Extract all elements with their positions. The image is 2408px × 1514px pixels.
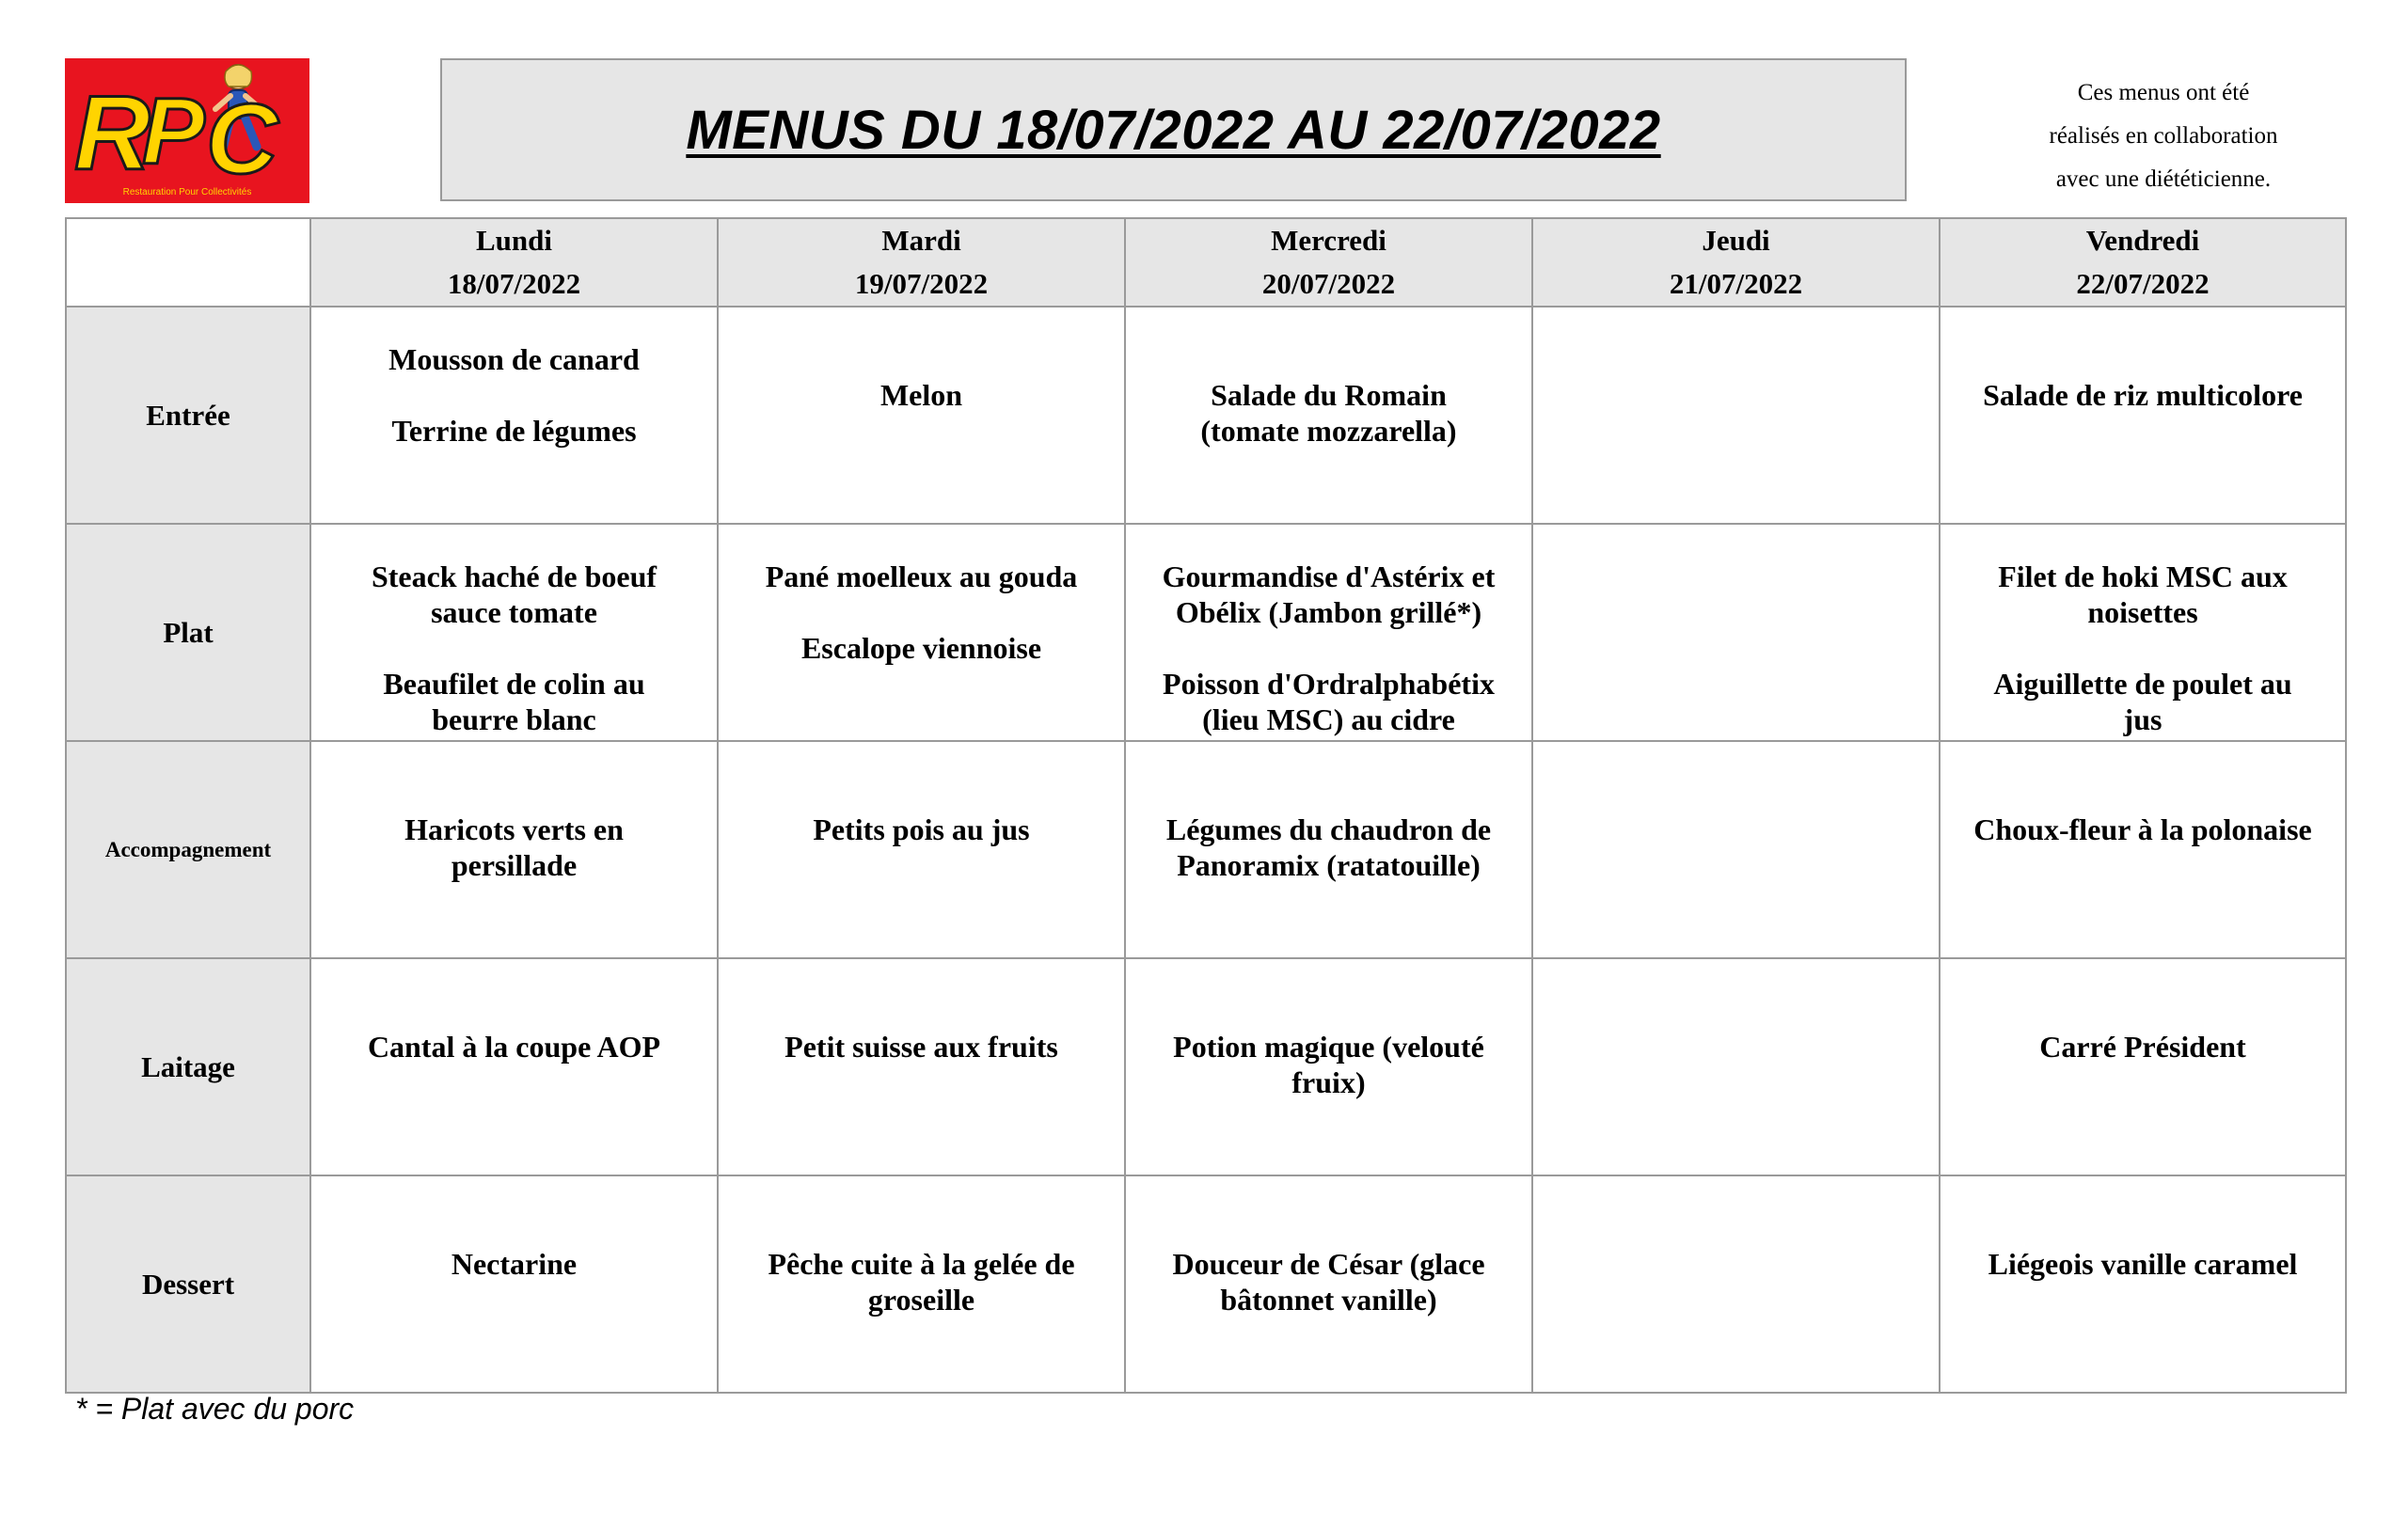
menu-cell — [310, 524, 718, 741]
menu-cell — [310, 741, 718, 958]
day-header-mercredi — [1125, 218, 1532, 307]
page-title: MENUS DU 18/07/2022 AU 22/07/2022 — [686, 99, 1661, 161]
dish: Douceur de César (glace bâtonnet vanille) — [1172, 1247, 1485, 1317]
dish: Filet de hoki MSC aux noisettes — [1998, 560, 2288, 629]
collaboration-line: réalisés en collaboration — [2049, 123, 2278, 149]
dish: Haricots verts en persillade — [404, 812, 624, 882]
day-date: 20/07/2022 — [1261, 267, 1396, 300]
menu-cell — [1125, 524, 1532, 741]
logo-letters — [74, 74, 279, 195]
dish: Légumes du chaudron de Panoramix (ratatouille) — [1165, 812, 1492, 882]
day-header-lundi — [310, 218, 718, 307]
day-header-jeudi — [1532, 218, 1940, 307]
day-date: 21/07/2022 — [1669, 267, 1803, 300]
dish: Gourmandise d'Astérix et Obélix (Jambon grillé*) — [1162, 560, 1496, 629]
menu-cell — [1940, 958, 2346, 1175]
menu-cell — [718, 524, 1125, 741]
menu-cell — [1940, 307, 2346, 524]
menu-cell — [310, 1175, 718, 1393]
menu-cell — [718, 741, 1125, 958]
day-date: 19/07/2022 — [854, 267, 989, 300]
menu-row-dessert — [66, 1175, 2346, 1393]
menu-cell — [1125, 741, 1532, 958]
dish: Petits pois au jus — [813, 812, 1030, 846]
dish: Beaufilet de colin au beurre blanc — [383, 667, 645, 736]
menu-cell-empty — [1532, 524, 1940, 741]
menu-cell — [1940, 741, 2346, 958]
day-date: 18/07/2022 — [447, 267, 581, 300]
dish: Escalope viennoise — [800, 631, 1042, 665]
row-label: Plat — [66, 524, 310, 741]
title-box — [440, 58, 1907, 201]
dish: Steack haché de boeuf sauce tomate — [371, 560, 657, 629]
day-name: Jeudi — [1702, 224, 1770, 257]
menu-cell — [1125, 307, 1532, 524]
menu-cell — [310, 958, 718, 1175]
menu-cell-empty — [1532, 958, 1940, 1175]
menu-cell-empty — [1532, 741, 1940, 958]
dish: Poisson d'Ordralphabétix (lieu MSC) au cidre — [1163, 667, 1495, 736]
collaboration-line: avec une diététicienne. — [2055, 166, 2272, 192]
menu-row-laitage — [66, 958, 2346, 1175]
day-name: Mardi — [881, 224, 961, 257]
row-label: Accompagnement — [66, 741, 310, 958]
menu-cell — [718, 1175, 1125, 1393]
corner-cell — [66, 218, 310, 307]
logo-subtitle: Restauration Pour Collectivités — [122, 187, 252, 197]
menu-cell — [1940, 1175, 2346, 1393]
row-label: Laitage — [66, 958, 310, 1175]
dish: Terrine de légumes — [391, 414, 637, 448]
header-row — [66, 218, 2346, 307]
dish: Salade de riz multicolore — [1983, 378, 2303, 412]
dish: Petit suisse aux fruits — [784, 1030, 1058, 1064]
dish: Carré Président — [2039, 1030, 2246, 1064]
menu-cell — [1125, 1175, 1532, 1393]
day-name: Lundi — [475, 224, 552, 257]
rpc-logo-graphic — [65, 58, 309, 203]
day-name: Mercredi — [1271, 224, 1386, 257]
dish: Liégeois vanille caramel — [1988, 1247, 2298, 1281]
menu-cell-empty — [1532, 1175, 1940, 1393]
row-label: Entrée — [66, 307, 310, 524]
menu-cell — [718, 958, 1125, 1175]
dish: Mousson de canard — [388, 342, 640, 376]
menu-table — [65, 217, 2347, 1394]
day-name: Vendredi — [2085, 224, 2200, 257]
dish: Pané moelleux au gouda — [765, 560, 1078, 593]
day-date: 22/07/2022 — [2076, 267, 2210, 300]
dish: Pêche cuite à la gelée de groseille — [768, 1247, 1075, 1317]
svg-text:C: C — [206, 84, 278, 195]
row-label: Dessert — [66, 1175, 310, 1393]
day-header-vendredi — [1940, 218, 2346, 307]
day-header-mardi — [718, 218, 1125, 307]
menu-cell — [718, 307, 1125, 524]
dish: Cantal à la coupe AOP — [367, 1030, 661, 1064]
dish: Nectarine — [451, 1247, 578, 1281]
dish: Aiguillette de poulet au jus — [1993, 667, 2292, 736]
menu-cell — [310, 307, 718, 524]
menu-row-entree — [66, 307, 2346, 524]
svg-text:R: R — [74, 74, 150, 192]
menu-cell-empty — [1532, 307, 1940, 524]
dish: Salade du Romain (tomate mozzarella) — [1200, 378, 1457, 448]
collaboration-note — [1947, 71, 2380, 201]
menu-cell — [1940, 524, 2346, 741]
dish: Choux-fleur à la polonaise — [1973, 812, 2312, 846]
menu-row-plat — [66, 524, 2346, 741]
dish: Melon — [879, 378, 963, 412]
collaboration-line: Ces menus ont été — [2077, 80, 2250, 105]
menu-row-accompagnement — [66, 741, 2346, 958]
footnote: * = Plat avec du porc — [75, 1392, 355, 1426]
rpc-logo — [65, 58, 309, 203]
svg-text:P: P — [142, 79, 205, 184]
menu-cell — [1125, 958, 1532, 1175]
dish: Potion magique (velouté fruix) — [1173, 1030, 1484, 1099]
